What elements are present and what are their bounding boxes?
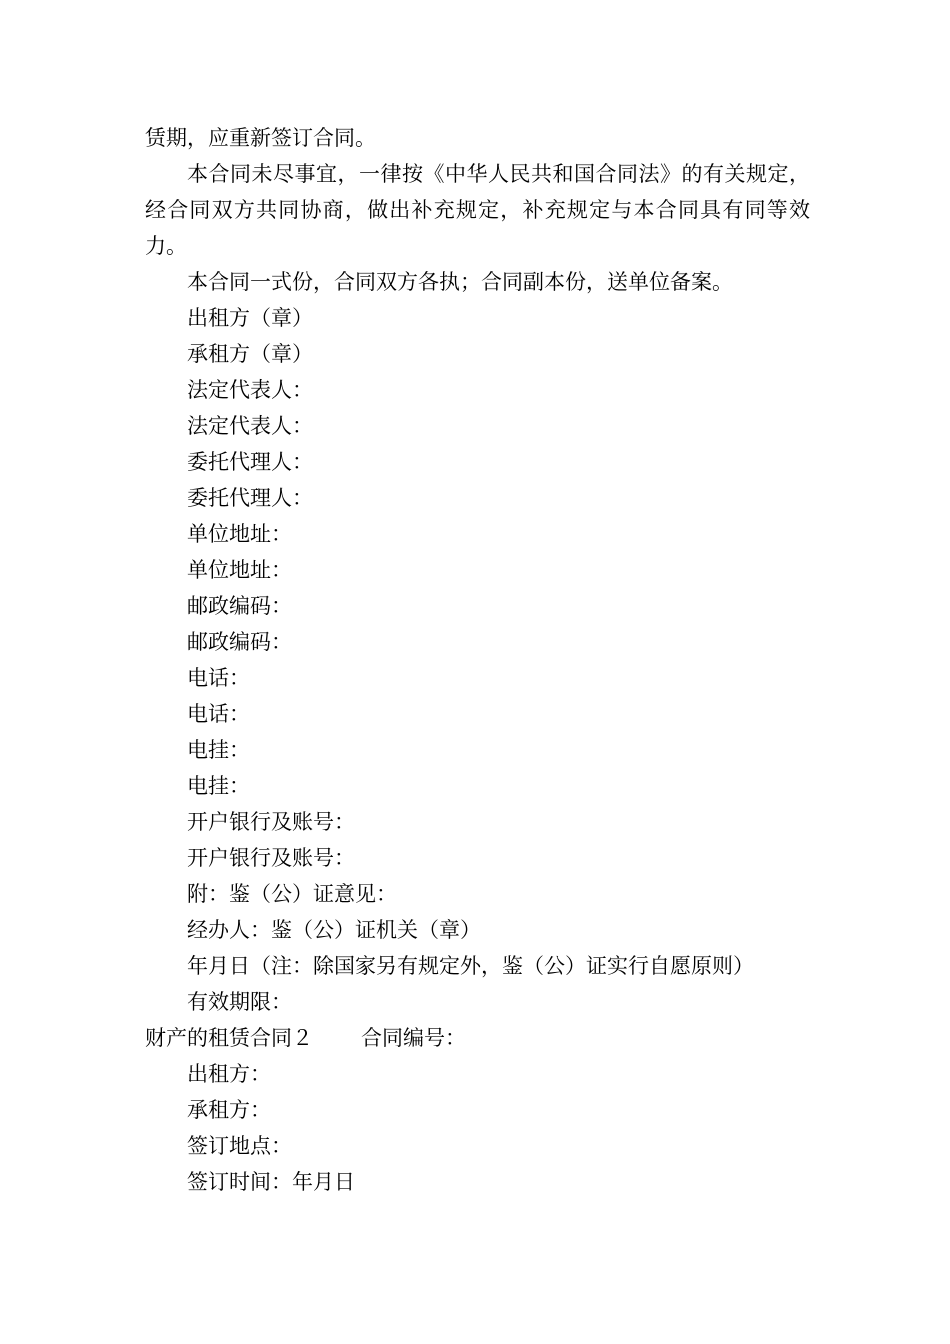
- section-heading: [145, 1020, 810, 1056]
- field-signing-time: 签订时间：年月日: [187, 1170, 355, 1194]
- field-phone: 电话：: [187, 666, 250, 690]
- field-handler-notary-seal: 经办人：鉴（公）证机关（章）: [187, 918, 481, 942]
- field-postal-code: 邮政编码：: [187, 630, 292, 654]
- field-lessor: 出租方：: [187, 1062, 271, 1086]
- field-validity-period: 有效期限：: [187, 990, 292, 1014]
- field-date-note: 年月日（注：除国家另有规定外，鉴（公）证实行自愿原则）: [187, 954, 754, 978]
- contract-number-label: 合同编号：: [361, 1026, 466, 1050]
- paragraph-continuation: 赁期，应重新签订合同。: [145, 126, 376, 150]
- field-bank-account: 开户银行及账号：: [187, 846, 355, 870]
- document-body: [145, 120, 810, 1200]
- field-telegram: 电挂：: [187, 738, 250, 762]
- field-unit-address: 单位地址：: [187, 558, 292, 582]
- field-notarization-opinion: 附：鉴（公）证意见：: [187, 882, 397, 906]
- section-title: 财产的租赁合同２: [145, 1026, 313, 1050]
- field-legal-representative: 法定代表人：: [187, 414, 313, 438]
- field-legal-representative: 法定代表人：: [187, 378, 313, 402]
- field-authorized-agent: 委托代理人：: [187, 450, 313, 474]
- field-lessee-seal: 承租方（章）: [187, 342, 313, 366]
- paragraph-copies: 本合同一式份，合同双方各执；合同副本份，送单位备案。: [187, 270, 733, 294]
- field-lessor-seal: 出租方（章）: [187, 306, 313, 330]
- field-telegram: 电挂：: [187, 774, 250, 798]
- field-phone: 电话：: [187, 702, 250, 726]
- paragraph-supplementary-terms: 本合同未尽事宜，一律按《中华人民共和国合同法》的有关规定，经合同双方共同协商，做出补充规定，补充规定与本合同具有同等效力。: [145, 162, 810, 258]
- field-postal-code: 邮政编码：: [187, 594, 292, 618]
- field-authorized-agent: 委托代理人：: [187, 486, 313, 510]
- field-unit-address: 单位地址：: [187, 522, 292, 546]
- field-bank-account: 开户银行及账号：: [187, 810, 355, 834]
- field-signing-place: 签订地点：: [187, 1134, 292, 1158]
- field-lessee: 承租方：: [187, 1098, 271, 1122]
